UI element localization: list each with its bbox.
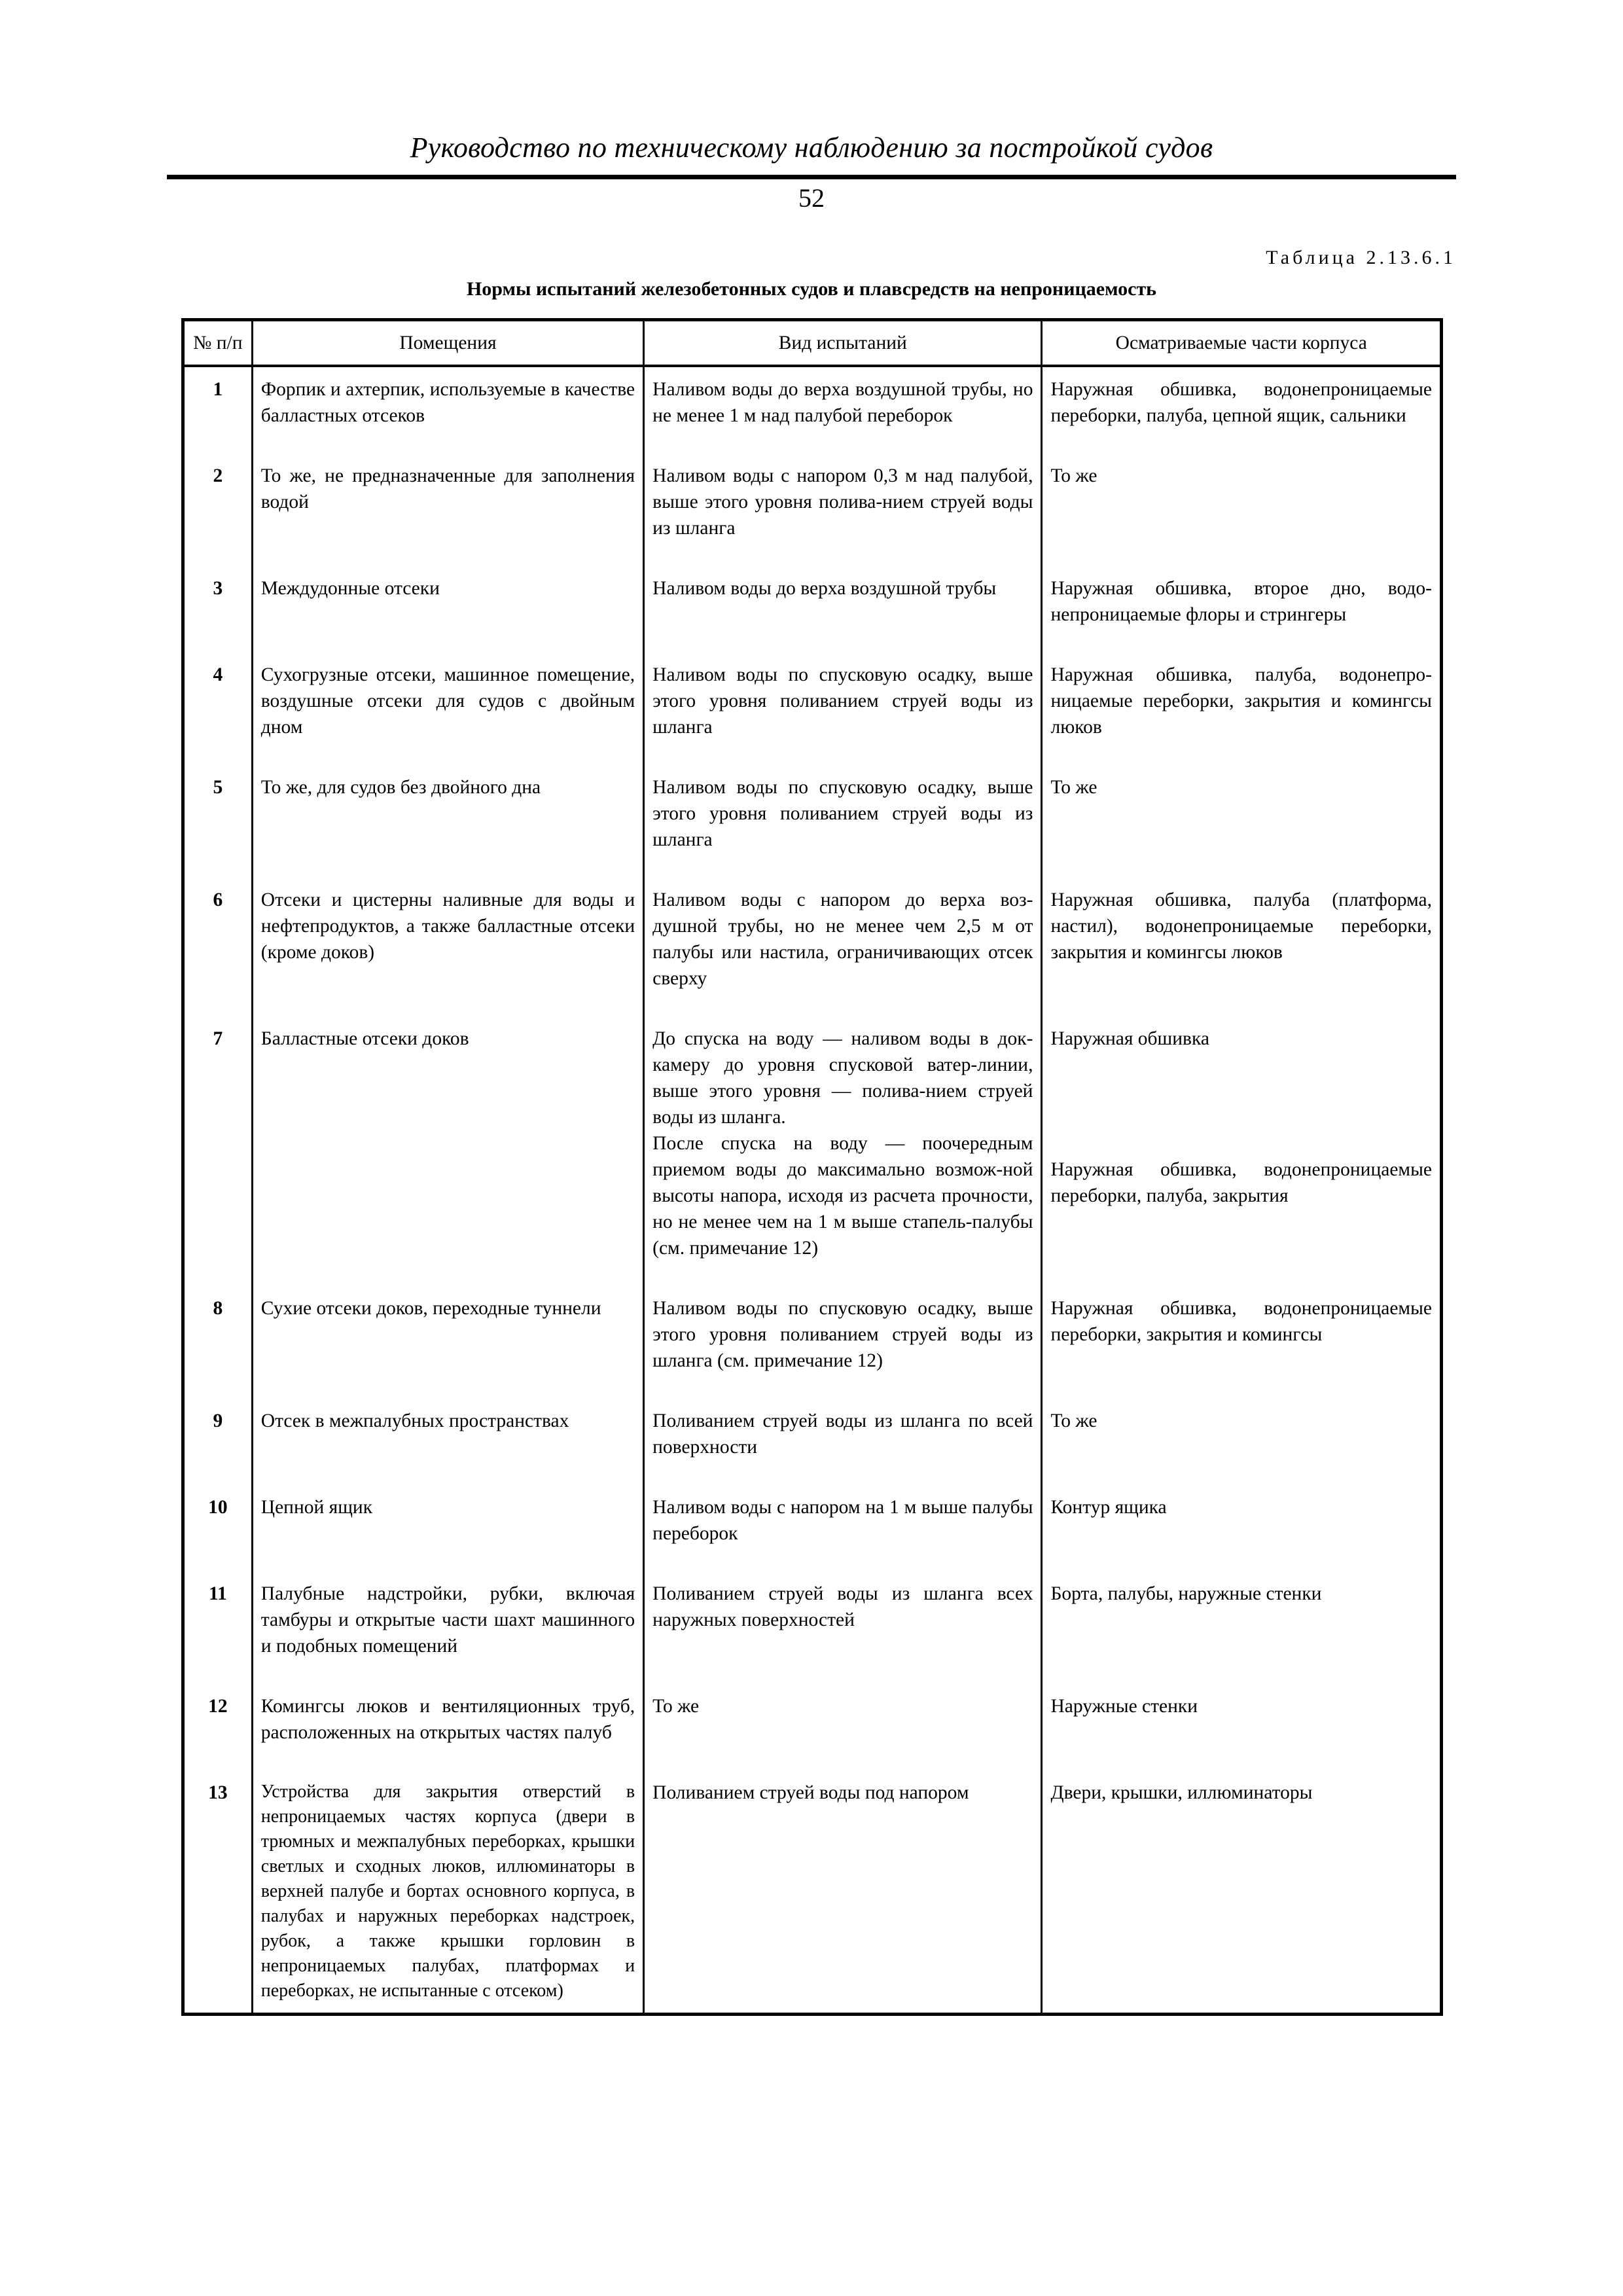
row-room: Междудонные отсеки (252, 566, 643, 653)
row-parts-before-launch: Наружная обшивка (1050, 1028, 1209, 1049)
row-number: 11 (183, 1571, 253, 1684)
row-room: Палубные надстройки, рубки, включая тамбуры и открытые части шахт машинного и подобных помещений (252, 1571, 643, 1684)
row-room: Сухогрузные отсеки, машинное помещение, воздушные отсеки для судов с двойным дном (252, 653, 643, 765)
row-number: 5 (183, 765, 253, 878)
row-number: 3 (183, 566, 253, 653)
row-room: Цепной ящик (252, 1485, 643, 1571)
row-number: 8 (183, 1286, 253, 1399)
row-number: 1 (183, 366, 253, 454)
row-test: Поливанием струей воды из шланга всех наружных поверхностей (644, 1571, 1042, 1684)
row-number: 13 (183, 1770, 253, 2015)
row-number: 4 (183, 653, 253, 765)
row-room: Отсек в межпалубных пространствах (252, 1399, 643, 1485)
row-room: Устройства для закрытия отверстий в непроницаемых частях корпуса (двери в трюмных и межпалубных переборках, крышки светлых и сходных люков, иллюминаторы в верхней палубе и бортах основного корпуса, в палубах и наружных переборках надстроек, рубок, а также крышки горловин в непроницаемых палубах, платформах и переборках, не испытанные с отсеком) (252, 1770, 643, 2015)
row-test: Наливом воды с напором на 1 м выше палубы переборок (644, 1485, 1042, 1571)
header-rule (167, 175, 1456, 179)
table-row (183, 1770, 1442, 2015)
row-parts: То же (1042, 1399, 1442, 1485)
row-number: 10 (183, 1485, 253, 1571)
row-test: Наливом воды по спусковую осадку, выше этого уровня поливанием струей воды из шланга (644, 765, 1042, 878)
row-parts: Наружная обшивка, водонепроницаемые переборки, палуба, цепной ящик, сальники (1042, 366, 1442, 454)
row-test: Наливом воды с напором до верха воз-душной трубы, но не менее чем 2,5 м от палубы или настила, ограничивающих отсек сверху (644, 878, 1042, 1016)
row-test-before-launch: До спуска на воду — наливом воды в док-камеру до уровня спусковой ватер-линии, выше этого уровня — полива-нием струей воды из шланга. (652, 1028, 1033, 1128)
row-test: Поливанием струей воды из шланга по всей поверхности (644, 1399, 1042, 1485)
row-test: Наливом воды по спусковую осадку, выше этого уровня поливанием струей воды из шланга (644, 653, 1042, 765)
row-test: Наливом воды с напором 0,3 м над палубой, выше этого уровня полива-нием струей воды из шланга (644, 454, 1042, 566)
row-parts: Контур ящика (1042, 1485, 1442, 1571)
row-test: Наливом воды до верха воздушной трубы, но не менее 1 м над палубой переборок (644, 366, 1042, 454)
row-parts: Наружная обшивка, второе дно, водо-непроницаемые флоры и стрингеры (1042, 566, 1442, 653)
row-test: Наливом воды по спусковую осадку, выше этого уровня поливанием струей воды из шланга (см. примечание 12) (644, 1286, 1042, 1399)
col-header-parts: Осматриваемые части корпуса (1042, 320, 1442, 367)
col-header-rooms: Помещения (252, 320, 643, 367)
table-id: Таблица 2.13.6.1 (1266, 247, 1456, 268)
row-test: То же (644, 1684, 1042, 1770)
col-header-test: Вид испытаний (644, 320, 1042, 367)
row-number: 6 (183, 878, 253, 1016)
row-parts: Двери, крышки, иллюминаторы (1042, 1770, 1442, 2015)
row-number: 2 (183, 454, 253, 566)
table-row (183, 366, 1442, 454)
row-parts: То же (1042, 765, 1442, 878)
table-row (183, 1286, 1442, 1399)
row-room: Форпик и ахтерпик, используемые в качестве балластных отсеков (252, 366, 643, 454)
row-number: 9 (183, 1399, 253, 1485)
table-row (183, 1016, 1442, 1286)
row-parts: Наружная обшивка, палуба (платформа, настил), водонепроницаемые переборки, закрытия и комингсы люков (1042, 878, 1442, 1016)
row-test (644, 1016, 1042, 1286)
row-number: 12 (183, 1684, 253, 1770)
row-test: Поливанием струей воды под напором (644, 1770, 1042, 2015)
table-row (183, 1571, 1442, 1684)
cell-spacer (1050, 1052, 1432, 1157)
table-row (183, 566, 1442, 653)
table-title: Нормы испытаний железобетонных судов и плавсредств на непроницаемость (466, 278, 1157, 300)
norms-table (181, 318, 1443, 2016)
col-header-num: № п/п (183, 320, 253, 367)
table-row (183, 1684, 1442, 1770)
row-room: Балластные отсеки доков (252, 1016, 643, 1286)
row-parts: Борта, палубы, наружные стенки (1042, 1571, 1442, 1684)
row-parts-after-launch: Наружная обшивка, водонепроницаемые переборки, палуба, закрытия (1050, 1159, 1432, 1206)
row-parts (1042, 1016, 1442, 1286)
row-room: То же, для судов без двойного дна (252, 765, 643, 878)
table-header-row (183, 320, 1442, 367)
table-row (183, 878, 1442, 1016)
row-parts: То же (1042, 454, 1442, 566)
row-room: Комингсы люков и вентиляционных труб, расположенных на открытых частях палуб (252, 1684, 643, 1770)
table-row (183, 1485, 1442, 1571)
table-row (183, 454, 1442, 566)
row-room: То же, не предназначенные для заполнения водой (252, 454, 643, 566)
row-test: Наливом воды до верха воздушной трубы (644, 566, 1042, 653)
running-title: Руководство по техническому наблюдению за постройкой судов (410, 132, 1213, 164)
table-row (183, 1399, 1442, 1485)
table-row (183, 653, 1442, 765)
row-parts: Наружная обшивка, палуба, водонепро-ницаемые переборки, закрытия и комингсы люков (1042, 653, 1442, 765)
row-parts: Наружная обшивка, водонепроницаемые переборки, закрытия и комингсы (1042, 1286, 1442, 1399)
row-number: 7 (183, 1016, 253, 1286)
table-row (183, 765, 1442, 878)
row-parts: Наружные стенки (1042, 1684, 1442, 1770)
page-number: 52 (798, 183, 825, 213)
row-room: Отсеки и цистерны наливные для воды и нефтепродуктов, а также балластные отсеки (кроме доков) (252, 878, 643, 1016)
row-room: Сухие отсеки доков, переходные туннели (252, 1286, 643, 1399)
row-test-after-launch: После спуска на воду — поочередным приемом воды до максимально возмож-ной высоты напора, исходя из расчета прочности, но не менее чем на 1 м выше стапель-палубы (см. примечание 12) (652, 1133, 1033, 1259)
